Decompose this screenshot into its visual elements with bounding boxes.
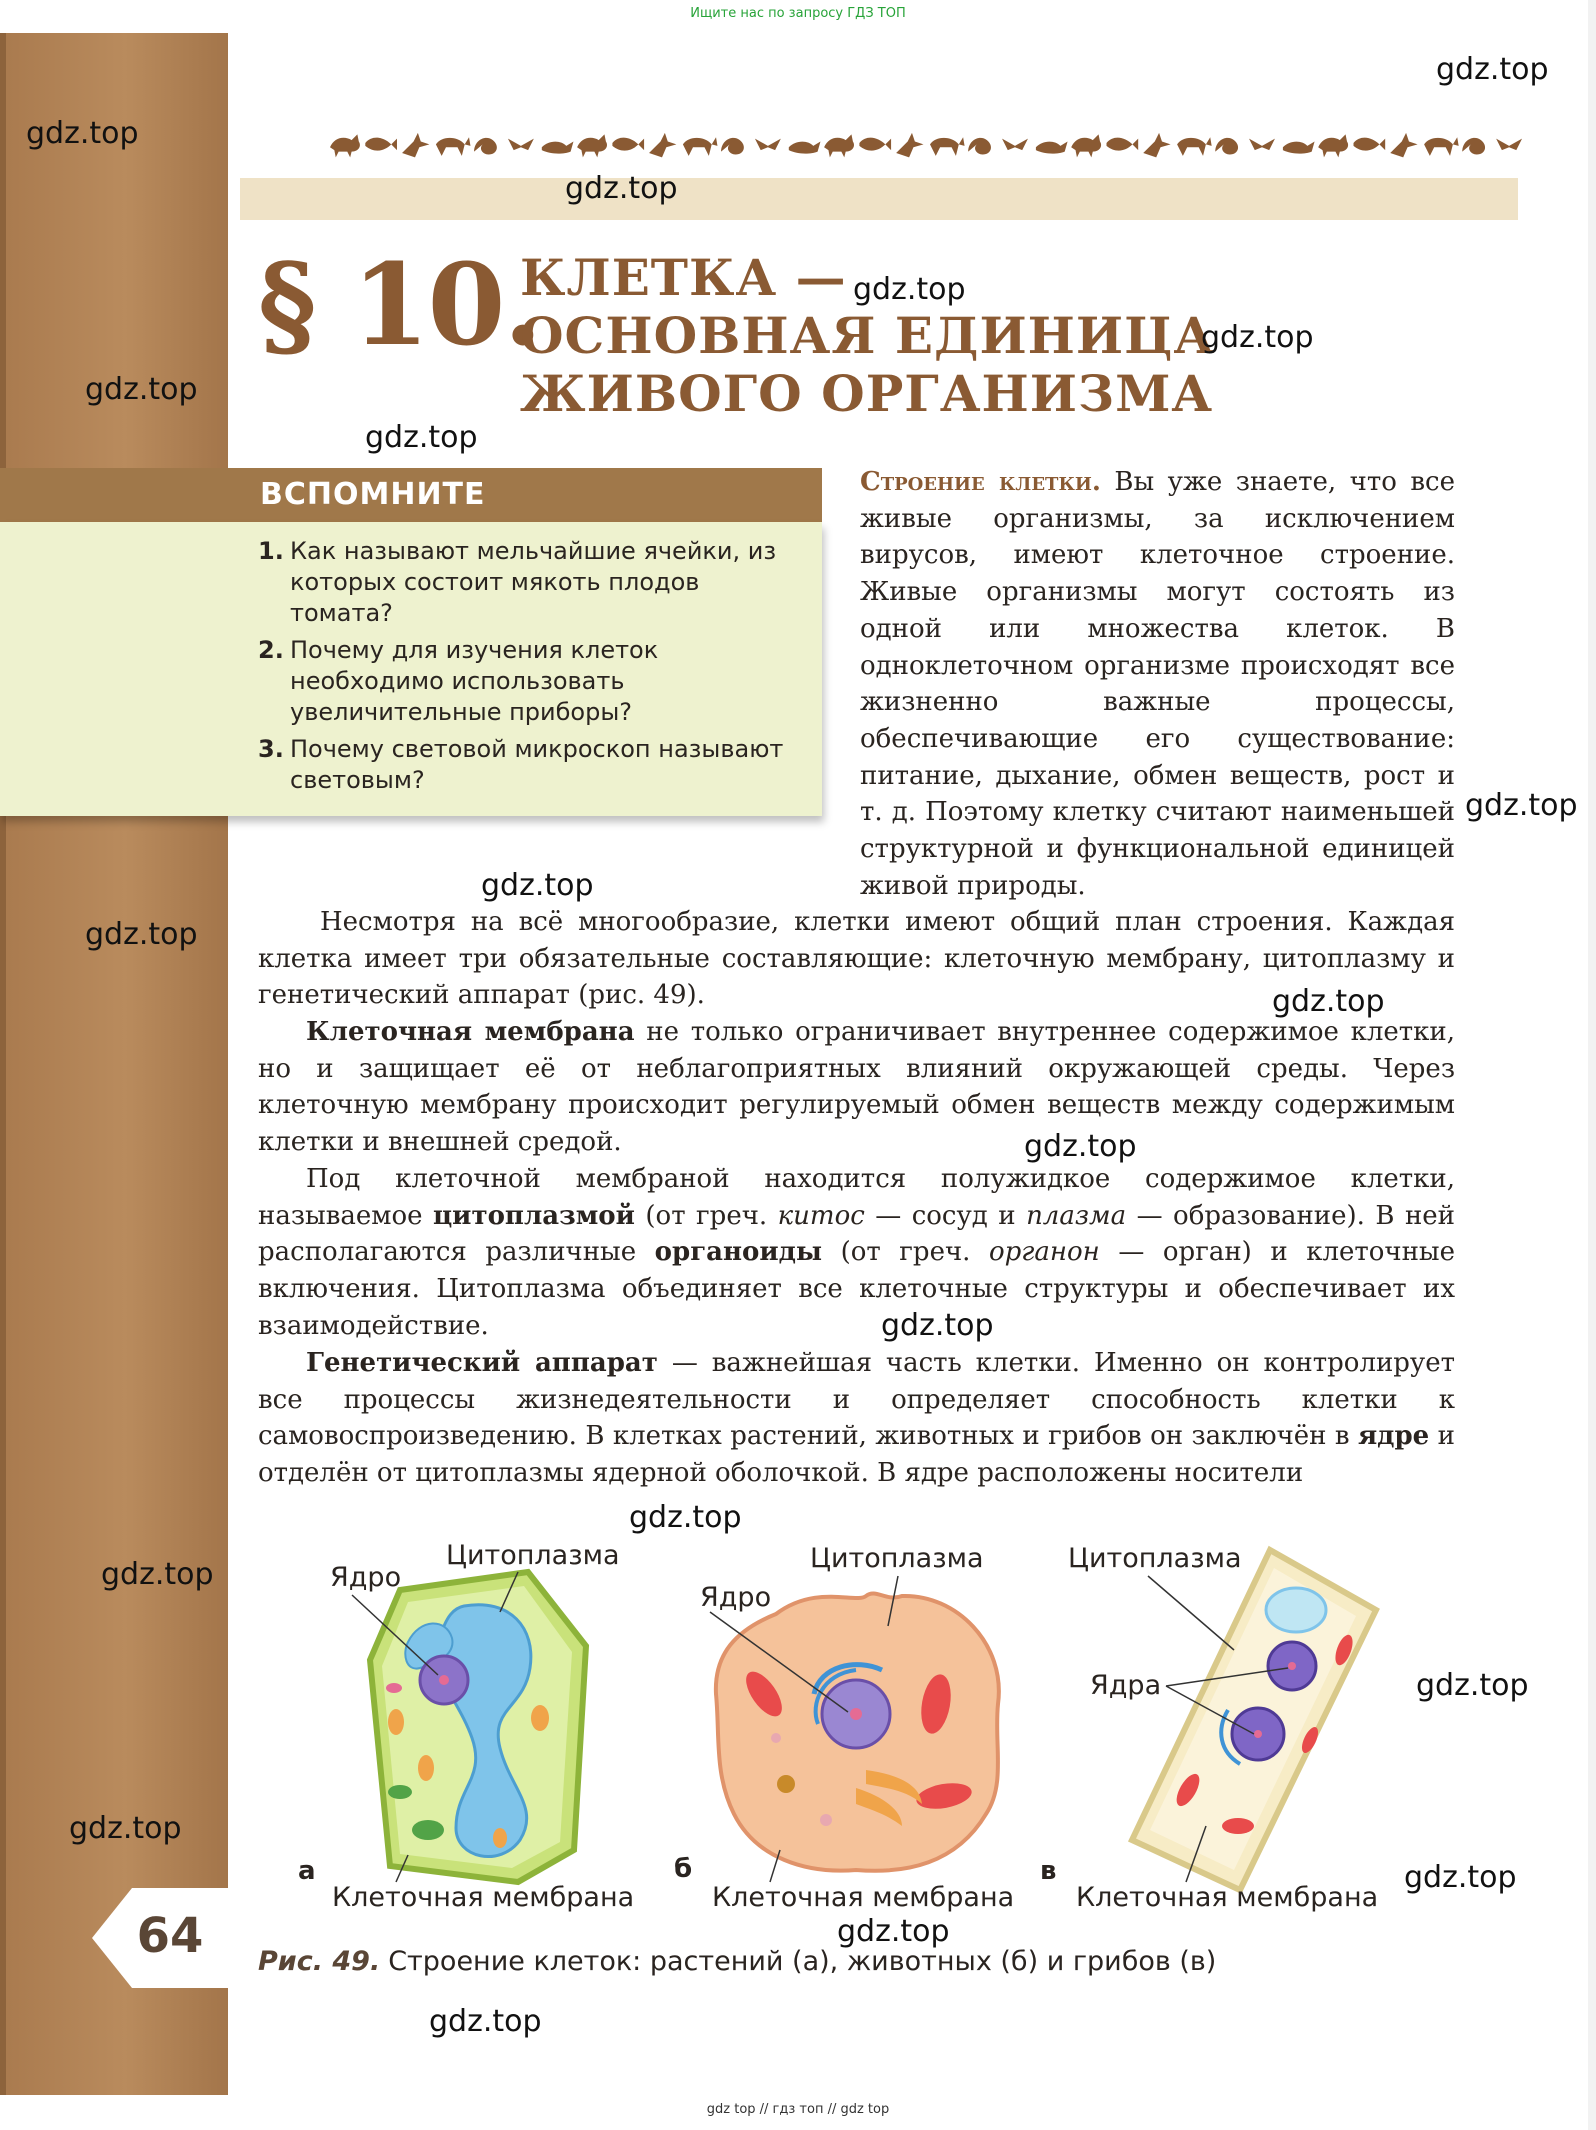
label-animal-cytoplasm: Цитоплазма [810, 1543, 984, 1574]
paragraph-text: Вы уже знаете, что все живые организмы, за исключением вирусов, имеют клеточное строение. Живые организмы могут состоять из одной или множества клеток. В одноклеточном организме происходят все жизненно важные процессы, обеспечивающие его существование: питание, дыхание, обмен веществ, рост и т. д. Поэтому клетку считают наименьшей структурной и функциональной единицей живой природы. [860, 467, 1455, 901]
watermark: gdz.top [365, 420, 478, 455]
greek-word: китос [777, 1200, 865, 1231]
label-letter-a: а [298, 1856, 316, 1886]
top-site-note: Ищите нас по запросу ГДЗ ТОП [690, 6, 906, 21]
label-fungus-nuclei: Ядра [1090, 1670, 1162, 1701]
watermark: gdz.top [481, 868, 594, 903]
text-fragment: (от греч. [840, 1237, 971, 1268]
paragraph-text: Несмотря на всё многообразие, клетки имеют общий план строения. Каждая клетка имеет три обязательные составляющие: клеточную мембрану, цитоплазму и генетический аппарат (рис. 49). [258, 907, 1455, 1011]
text-fragment: — важнейшая часть клетки. Именно он контролирует все процессы жизнедеятельности и определяет способность клетки к самовоспроизведению. В клетках растений, животных и грибов он заключён в [258, 1348, 1455, 1452]
recall-box-title: ВСПОМНИТЕ [260, 477, 486, 512]
label-plant-membrane: Клеточная мембрана [332, 1882, 635, 1913]
label-plant-cytoplasm: Цитоплазма [446, 1540, 620, 1571]
section-title-line-1: КЛЕТКА — [520, 248, 847, 307]
watermark: gdz.top [1436, 52, 1549, 87]
term-cytoplasm: цитоплазмой [432, 1200, 635, 1231]
watermark: gdz.top [565, 171, 678, 206]
watermark: gdz.top [1272, 984, 1385, 1019]
term-genetic-apparatus: Генетический аппарат [306, 1348, 658, 1378]
question-number: 3. [258, 735, 284, 763]
label-animal-nucleus: Ядро [700, 1582, 772, 1613]
bottom-site-note: gdz top // гдз топ // gdz top [706, 2102, 890, 2117]
label-fungus-cytoplasm: Цитоплазма [1068, 1543, 1242, 1574]
figure-caption-text: Строение клеток: растений (а), животных (б) и грибов (в) [388, 1946, 1217, 1977]
page-number: 64 [136, 1908, 204, 1964]
watermark: gdz.top [1416, 1668, 1529, 1703]
term-cell-membrane: Клеточная мембрана [306, 1017, 635, 1047]
question-text: Почему для изучения клеток необходимо использовать увеличительные приборы? [290, 636, 659, 726]
figure-caption [258, 1946, 1216, 1977]
text-fragment: — сосуд и [875, 1200, 1016, 1231]
greek-word: плазма [1026, 1200, 1127, 1231]
text-fragment: и отделён от цитоплазмы ядерной оболочкой. В ядре расположены носители [258, 1421, 1455, 1489]
label-fungus-membrane: Клеточная мембрана [1076, 1882, 1379, 1913]
watermark: gdz.top [881, 1308, 994, 1343]
watermark: gdz.top [101, 1557, 214, 1592]
watermark: gdz.top [26, 116, 139, 151]
watermark: gdz.top [853, 272, 966, 307]
watermark: gdz.top [837, 1914, 950, 1949]
greek-word: органон [988, 1237, 1100, 1268]
watermark: gdz.top [629, 1500, 742, 1535]
label-letter-v: в [1040, 1856, 1057, 1886]
text-fragment: — образование). В ней располагаются различные [258, 1200, 1456, 1268]
label-plant-nucleus: Ядро [330, 1562, 402, 1593]
text-fragment: Под клеточной мембраной находится полужидкое содержимое клетки, называемое [258, 1164, 1455, 1231]
watermark: gdz.top [429, 2004, 542, 2039]
watermark: gdz.top [1201, 320, 1314, 355]
watermark: gdz.top [1465, 788, 1578, 823]
label-animal-membrane: Клеточная мембрана [712, 1882, 1015, 1913]
label-letter-b: б [674, 1854, 693, 1884]
section-title-line-3: ЖИВОГО ОРГАНИЗМА [520, 364, 1214, 423]
figure-caption-label: Рис. 49. [258, 1946, 381, 1977]
term-organoids: органоиды [654, 1237, 823, 1268]
watermark: gdz.top [1404, 1860, 1517, 1895]
watermark: gdz.top [69, 1811, 182, 1846]
term-nucleus: ядре [1357, 1421, 1430, 1452]
watermark: gdz.top [85, 917, 198, 952]
text-fragment: — орган) и клеточные включения. Цитоплазма объединяет все клеточные структуры и обеспечивает их взаимодействие. [258, 1237, 1455, 1341]
question-text: Как называют мельчайшие ячейки, из которых состоит мякоть плодов томата? [290, 537, 777, 627]
watermark: gdz.top [1024, 1129, 1137, 1164]
paragraph-text: не только ограничивает внутреннее содержимое клетки, но и защищает её от неблагоприятных влияний окружающей среды. Через клеточную мембрану происходит регулируемый обмен веществ между содержимым клетки и внешней средой. [258, 1017, 1455, 1158]
question-number: 1. [258, 537, 284, 565]
section-number: § 10. [258, 240, 541, 371]
question-number: 2. [258, 636, 284, 664]
paragraph-lead: Строение клетки. [860, 467, 1101, 497]
text-fragment: (от греч. [645, 1200, 768, 1231]
section-title-line-2: ОСНОВНАЯ ЕДИНИЦА [520, 306, 1216, 365]
watermark: gdz.top [85, 372, 198, 407]
question-text: Почему световой микроскоп называют световым? [290, 735, 784, 794]
